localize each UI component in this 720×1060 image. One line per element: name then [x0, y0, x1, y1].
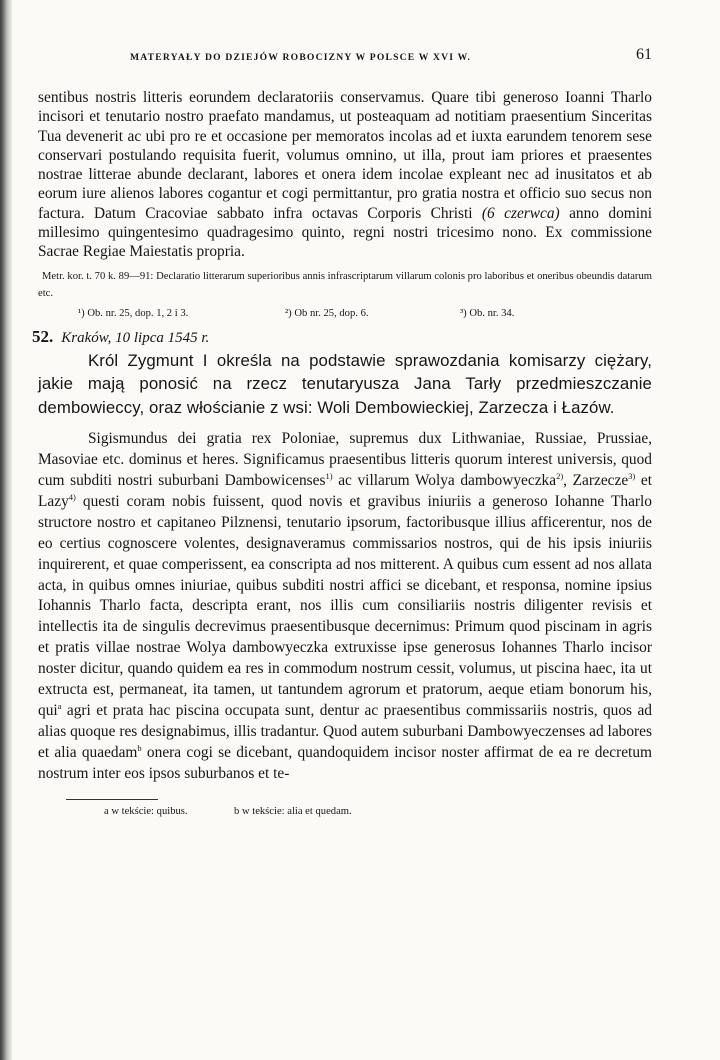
footnote-1: ¹) Ob. nr. 25, dop. 1, 2 i 3. — [78, 307, 189, 319]
footnote-rule — [66, 799, 158, 800]
body-segment: agri et prata hac piscina occupata sunt, dentur ac praesentibus commissariis nostris, quos ad alias quoque res designabimus, illis tradantur. Quod autem suburbani Dambowyeczenses ad labores et alia quaedam — [38, 701, 652, 761]
page-header — [38, 46, 652, 68]
footnote-ref: b — [137, 742, 142, 753]
document-number: 52. — [32, 326, 54, 346]
paragraph-text-a: sentibus nostris litteris eorundem declaratoriis conservamus. Quare tibi generoso Ioanni Tharlo incisori et tenutario nostro praefato mandamus, ut posteaquam ad notitiam praesentium Sinceritas Tua devenerit ac ubi pro re et occasione per memoratos incolas ad et iuxta earundem tenorem sese conservari postulando requisita fuerit, volumus omnino, ut illa, prout iam priores et praesentes nostrae litterae abunde declarant, labores et onera idem incolae expleant nec ad inusitatos et ab eorum iure alienos labores cogantur et cogi permittantur, pro gratia nostra et officio suo secus non factura. Datum Cracoviae sabbato infra octavas Corporis Christi — [38, 89, 652, 222]
document-body — [38, 429, 652, 784]
source-note: Metr. kor. t. 70 k. 89—91: Declaratio litterarum superioribus annis infrascriptarum villarum colonis pro laboribus et oneribus obeundis datarum etc. — [38, 270, 652, 299]
footnote-a: a w tekście: quibus. — [104, 805, 188, 817]
document-place-date: Kraków, 10 lipca 1545 r. — [61, 329, 210, 346]
page-number: 61 — [636, 46, 652, 63]
running-head: MATERYAŁY DO DZIEJÓW ROBOCIZNY W POLSCE W XVI W. — [130, 52, 472, 63]
document-summary: Król Zygmunt I określa na podstawie sprawozdania komisarzy ciężary, jakie mają ponosić na rzecz tenutaryusza Jana Tarły przedmieszczanie dembowieccy, oraz włościanie z wsi: Woli Dembowieckiej, Zarzecza i Łazów. — [38, 350, 652, 417]
date-note: (6 czerwca) — [481, 204, 560, 222]
main-text — [32, 88, 652, 817]
body-segment: ac villarum Wolya dambowyeczka — [332, 471, 557, 489]
book-spine-shadow — [0, 0, 12, 1060]
paragraph-continued — [38, 88, 652, 262]
body-segment: , Zarzecze — [563, 471, 629, 489]
body-segment: et Lazy — [38, 471, 652, 510]
footnote-3: ³) Ob. nr. 34. — [460, 307, 515, 319]
footnote-ref: a — [57, 700, 62, 711]
footnotes-bottom — [104, 806, 652, 817]
body-segment: Sigismundus dei gratia rex Poloniae, supremus dux Lithwaniae, Russiae, Prussiae, Masoviae etc. dominus et heres. Significamus praesentibus litteris quorum interest universis, quod cum subditi nostri suburbani Dambowicenses — [38, 430, 652, 489]
footnote-ref: 2) — [556, 470, 564, 481]
footnote-ref: 3) — [628, 470, 636, 481]
paragraph-text-b: anno domini millesimo quingentesimo quadragesimo quinto, regni nostri tricesimo nono. Ex commissione Sacrae Regiae Maiestatis propria. — [38, 204, 652, 261]
footnote-ref: 1) — [325, 470, 333, 481]
document-heading — [32, 327, 652, 347]
body-segment: questi coram nobis fuissent, quod novis et gravibus iniuriis a generoso Iohanne Tharlo structore nostro et capitaneo Pilznensi, tenutario ipsorum, factoribusque illius afficerentur, nos de eo certius cognoscere volentes, designaveramus commissarios nostros, qui de his ipsis iniuriis inquirerent, et quae comperissent, ea conscripta ad nos mitterent. A quibus cum essent ad nos allata acta, in quibus omnes iniuriae, quibus subditi nostri affici se dicebant, et responsa, nomine ipsius Iohannis Tharlo facta, descripta erant, nos illis cum consiliariis nostris diligenter revisis et intellectis ita de singulis decrevimus praesentibusque decernimus: Primum quod piscinam in agris et pratis villae nostrae Wolya dambowyeczka extruxisse ipse generosus Iohannes Tharlo incisor noster dicitur, quando quidem ea res in commodum nostrum cessit, volumus, ut piscina haec, ita ut extructa est, permaneat, ita tamen, ut tantundem agrorum et pratorum, aeque etiam bonorum his, qui — [38, 492, 652, 719]
footnotes-top — [78, 308, 652, 319]
footnote-b: b w tekście: alia et quedam. — [234, 805, 352, 817]
body-segment: onera cogi se dicebant, quandoquidem incisor noster affirmat de ea re decretum nostrum inter eos ipsos suburbanos et te- — [38, 743, 652, 782]
footnote-ref: 4) — [68, 491, 76, 502]
footnote-2: ²) Ob nr. 25, dop. 6. — [285, 307, 369, 319]
